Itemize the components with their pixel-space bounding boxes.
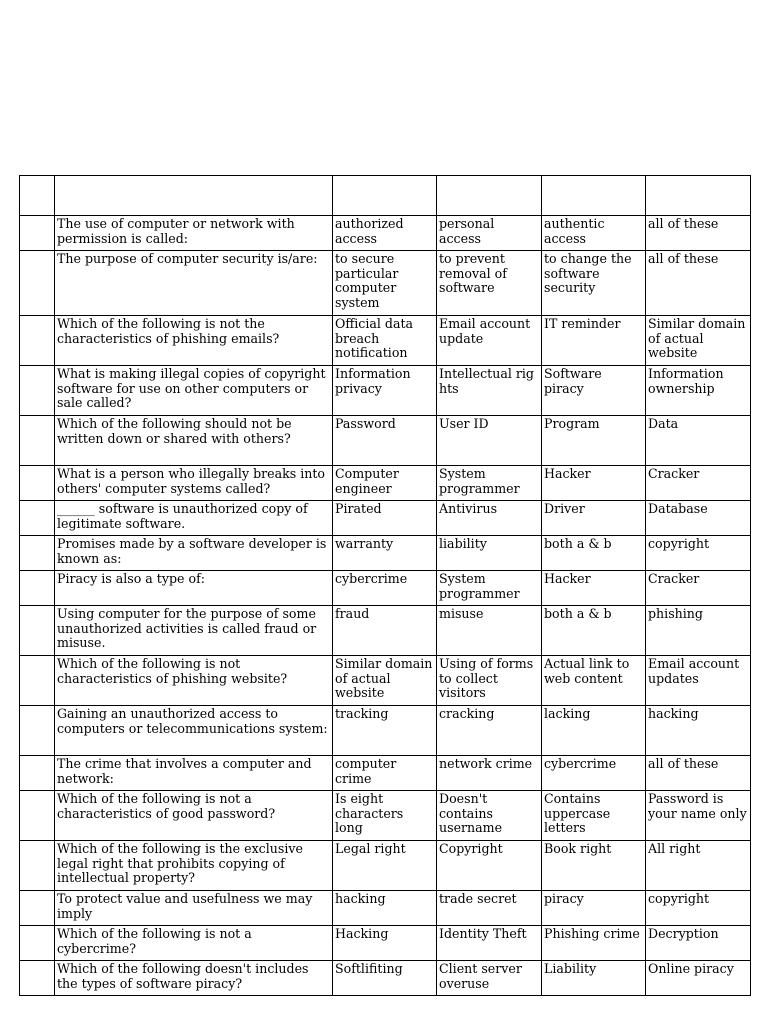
option-b-cell: Client server overuse bbox=[437, 961, 542, 996]
table-row bbox=[20, 656, 751, 706]
option-b-cell: cracking bbox=[437, 706, 542, 756]
question-cell: Which of the following doesn't includes the types of software piracy? bbox=[55, 961, 333, 996]
row-number-cell bbox=[20, 366, 55, 416]
option-a-cell: Information privacy bbox=[333, 366, 437, 416]
option-c-cell: lacking bbox=[542, 706, 646, 756]
table-row bbox=[20, 606, 751, 656]
table-row bbox=[20, 571, 751, 606]
question-cell: Which of the following is the exclusive legal right that prohibits copying of intellectual property? bbox=[55, 841, 333, 891]
option-a-cell: authorized access bbox=[333, 216, 437, 251]
option-c-cell: authentic access bbox=[542, 216, 646, 251]
mcq-table bbox=[19, 175, 751, 996]
option-c-cell: both a & b bbox=[542, 606, 646, 656]
row-number-cell bbox=[20, 571, 55, 606]
option-b-cell: liability bbox=[437, 536, 542, 571]
option-a-cell: Password bbox=[333, 416, 437, 466]
option-c-cell: Book right bbox=[542, 841, 646, 891]
row-number-cell bbox=[20, 216, 55, 251]
option-b-cell: personal access bbox=[437, 216, 542, 251]
option-b-cell: User ID bbox=[437, 416, 542, 466]
table-row bbox=[20, 841, 751, 891]
option-b-cell: Copyright bbox=[437, 841, 542, 891]
option-c-cell: Program bbox=[542, 416, 646, 466]
option-b-cell: System programmer bbox=[437, 466, 542, 501]
table-row bbox=[20, 251, 751, 316]
row-number-cell bbox=[20, 891, 55, 926]
option-d-cell: all of these bbox=[646, 216, 751, 251]
row-number-cell bbox=[20, 251, 55, 316]
option-d-cell: All right bbox=[646, 841, 751, 891]
table-row bbox=[20, 961, 751, 996]
option-c-cell: Actual link to web content bbox=[542, 656, 646, 706]
option-a-cell: tracking bbox=[333, 706, 437, 756]
option-a-cell: Softlifiting bbox=[333, 961, 437, 996]
option-c-cell: Hacker bbox=[542, 571, 646, 606]
option-a-cell: Official data breach notification bbox=[333, 316, 437, 366]
option-d-cell: all of these bbox=[646, 251, 751, 316]
quiz-sheet bbox=[19, 175, 751, 996]
row-number-cell bbox=[20, 536, 55, 571]
question-cell: ______ software is unauthorized copy of legitimate software. bbox=[55, 501, 333, 536]
option-a-cell: to secure particular computer system bbox=[333, 251, 437, 316]
table-row bbox=[20, 466, 751, 501]
table-row bbox=[20, 791, 751, 841]
option-b-cell: network crime bbox=[437, 756, 542, 791]
option-c-cell: Driver bbox=[542, 501, 646, 536]
row-number-cell bbox=[20, 841, 55, 891]
option-d-cell: Information ownership bbox=[646, 366, 751, 416]
table-row bbox=[20, 706, 751, 756]
question-cell: Piracy is also a type of: bbox=[55, 571, 333, 606]
row-number-cell bbox=[20, 501, 55, 536]
question-cell: To protect value and usefulness we may imply bbox=[55, 891, 333, 926]
option-b-cell: Email account update bbox=[437, 316, 542, 366]
option-d-cell: Password is your name only bbox=[646, 791, 751, 841]
row-number-cell bbox=[20, 466, 55, 501]
option-c-cell: piracy bbox=[542, 891, 646, 926]
option-a-cell: Hacking bbox=[333, 926, 437, 961]
table-row bbox=[20, 366, 751, 416]
option-c-cell: Hacker bbox=[542, 466, 646, 501]
option-d-cell: Data bbox=[646, 416, 751, 466]
header-cell-option-c bbox=[542, 176, 646, 216]
option-d-cell: phishing bbox=[646, 606, 751, 656]
option-d-cell: copyright bbox=[646, 536, 751, 571]
option-b-cell: System programmer bbox=[437, 571, 542, 606]
option-d-cell: all of these bbox=[646, 756, 751, 791]
option-a-cell: warranty bbox=[333, 536, 437, 571]
option-d-cell: Database bbox=[646, 501, 751, 536]
option-a-cell: fraud bbox=[333, 606, 437, 656]
table-row bbox=[20, 891, 751, 926]
option-d-cell: Email account updates bbox=[646, 656, 751, 706]
question-cell: What is a person who illegally breaks into others' computer systems called? bbox=[55, 466, 333, 501]
option-d-cell: Cracker bbox=[646, 466, 751, 501]
question-cell: Gaining an unauthorized access to computers or telecommunications system: bbox=[55, 706, 333, 756]
option-d-cell: Similar domain of actual website bbox=[646, 316, 751, 366]
option-c-cell: both a & b bbox=[542, 536, 646, 571]
option-a-cell: Is eight characters long bbox=[333, 791, 437, 841]
option-b-cell: Doesn't contains username bbox=[437, 791, 542, 841]
option-c-cell: Phishing crime bbox=[542, 926, 646, 961]
question-cell: What is making illegal copies of copyright software for use on other computers or sale called? bbox=[55, 366, 333, 416]
table-row bbox=[20, 416, 751, 466]
question-cell: Which of the following should not be written down or shared with others? bbox=[55, 416, 333, 466]
option-c-cell: Contains uppercase letters bbox=[542, 791, 646, 841]
row-number-cell bbox=[20, 656, 55, 706]
question-cell: Which of the following is not the characteristics of phishing emails? bbox=[55, 316, 333, 366]
table-row bbox=[20, 216, 751, 251]
row-number-cell bbox=[20, 316, 55, 366]
question-cell: The crime that involves a computer and network: bbox=[55, 756, 333, 791]
row-number-cell bbox=[20, 606, 55, 656]
question-cell: Which of the following is not characteristics of phishing website? bbox=[55, 656, 333, 706]
option-d-cell: Online piracy bbox=[646, 961, 751, 996]
header-row bbox=[20, 176, 751, 216]
option-b-cell: trade secret bbox=[437, 891, 542, 926]
header-cell-option-d bbox=[646, 176, 751, 216]
row-number-cell bbox=[20, 791, 55, 841]
header-cell-option-a bbox=[333, 176, 437, 216]
question-cell: Promises made by a software developer is known as: bbox=[55, 536, 333, 571]
option-a-cell: Pirated bbox=[333, 501, 437, 536]
option-b-cell: Using of forms to collect visitors bbox=[437, 656, 542, 706]
option-d-cell: copyright bbox=[646, 891, 751, 926]
option-d-cell: hacking bbox=[646, 706, 751, 756]
option-d-cell: Cracker bbox=[646, 571, 751, 606]
question-cell: Which of the following is not a characteristics of good password? bbox=[55, 791, 333, 841]
option-b-cell: Intellectual rig hts bbox=[437, 366, 542, 416]
question-cell: Which of the following is not a cybercrime? bbox=[55, 926, 333, 961]
option-b-cell: to prevent removal of software bbox=[437, 251, 542, 316]
option-c-cell: Software piracy bbox=[542, 366, 646, 416]
table-row bbox=[20, 926, 751, 961]
option-a-cell: Similar domain of actual website bbox=[333, 656, 437, 706]
option-a-cell: hacking bbox=[333, 891, 437, 926]
option-a-cell: computer crime bbox=[333, 756, 437, 791]
mcq-table-body bbox=[20, 176, 751, 996]
option-a-cell: cybercrime bbox=[333, 571, 437, 606]
option-a-cell: Legal right bbox=[333, 841, 437, 891]
option-c-cell: Liability bbox=[542, 961, 646, 996]
option-b-cell: Antivirus bbox=[437, 501, 542, 536]
row-number-cell bbox=[20, 926, 55, 961]
table-row bbox=[20, 536, 751, 571]
option-d-cell: Decryption bbox=[646, 926, 751, 961]
table-row bbox=[20, 501, 751, 536]
row-number-cell bbox=[20, 416, 55, 466]
header-cell-option-b bbox=[437, 176, 542, 216]
option-c-cell: IT reminder bbox=[542, 316, 646, 366]
question-cell: The purpose of computer security is/are: bbox=[55, 251, 333, 316]
option-b-cell: misuse bbox=[437, 606, 542, 656]
option-b-cell: Identity Theft bbox=[437, 926, 542, 961]
header-cell-question bbox=[55, 176, 333, 216]
option-a-cell: Computer engineer bbox=[333, 466, 437, 501]
row-number-cell bbox=[20, 756, 55, 791]
header-cell-num bbox=[20, 176, 55, 216]
table-row bbox=[20, 316, 751, 366]
option-c-cell: cybercrime bbox=[542, 756, 646, 791]
row-number-cell bbox=[20, 706, 55, 756]
row-number-cell bbox=[20, 961, 55, 996]
question-cell: The use of computer or network with permission is called: bbox=[55, 216, 333, 251]
question-cell: Using computer for the purpose of some unauthorized activities is called fraud or misuse. bbox=[55, 606, 333, 656]
table-row bbox=[20, 756, 751, 791]
option-c-cell: to change the software security bbox=[542, 251, 646, 316]
